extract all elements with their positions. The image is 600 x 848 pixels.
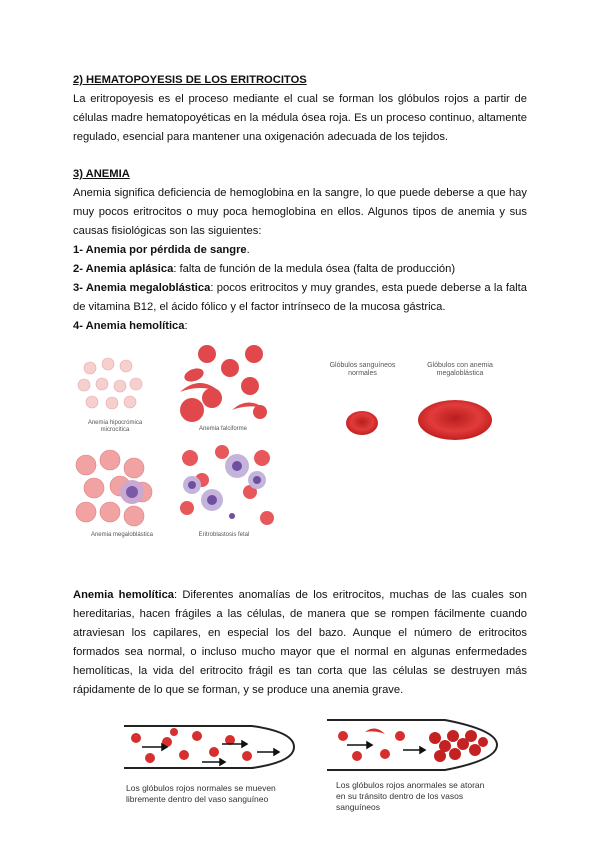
anemia-item-1: 1- Anemia por pérdida de sangre. [73, 244, 250, 256]
section2-heading: 2) HEMATOPOYESIS DE LOS ERITROCITOS [73, 74, 307, 86]
label-normal-cells: Glóbulos sanguíneos normales [329, 362, 396, 377]
caption-megaloblastica: Anemia megaloblástica [90, 532, 154, 538]
section2-text: La eritropoyesis es el proceso mediante el cual se forman los glóbulos rojos a partir de células madre hematopoyéticas en la médula ósea roja. Es un proceso continuo, altamente regulado, esencial para mantener una oxigenación adecuada de los tejidos. [73, 93, 527, 143]
hemolitica-paragraph: Anemia hemolítica: Diferentes anomalías de los eritrocitos, muchas de las cuales son hereditarias, hacen frágiles a las células, de manera que se rompen fácilmente cuando atraviesan los capilares, en especial los del bazo. Aunque el número de eritrocitos formados sea normal, o incluso mucho mayor que el normal en algunas enfermedades hemolíticas, la vida del eritrocito frágil es tan corta que las células se destruyen más rápidamente de lo que se forman, y se produce una anemia grave. [73, 589, 527, 696]
eritroblastosis-cells [180, 445, 274, 525]
falciforme-cells [180, 345, 267, 422]
normal-vessel-figure [122, 722, 297, 772]
caption-normal-vessel: Los glóbulos rojos normales se mueven libremente dentro del vaso sanguíneo [126, 783, 276, 804]
anemia-item-3: 3- Anemia megaloblástica: pocos eritrocitos y muy grandes, esta puede deberse a la falta de vitamina B12, el ácido fólico y el factor intrínseco de la mucosa gástrica. [73, 282, 527, 313]
section3-intro: Anemia significa deficiencia de hemoglobina en la sangre, lo que puede deberse a que hay muy pocos eritrocitos o muy poca hemoglobina en ellos. Algunos tipos de anemia y sus causas fisiológicas son las siguientes: [73, 187, 527, 237]
label-megaloblastic-cells: Glóbulos con anemia megaloblástica [427, 362, 493, 377]
section3-heading: 3) ANEMIA [73, 168, 130, 180]
cell-comparison-figure [330, 395, 510, 450]
caption-falciforme: Anemia falciforme [198, 426, 248, 432]
anemia-item-2: 2- Anemia aplásica: falta de función de la medula ósea (falta de producción) [73, 263, 456, 275]
anemia-item-4: 4- Anemia hemolítica: [73, 320, 188, 332]
caption-eritroblastosis: Eritroblastosis fetal [198, 532, 250, 538]
anemia-types-figure [72, 340, 282, 545]
caption-abnormal-vessel: Los glóbulos rojos anormales se atoran en su tránsito dentro de los vasos sanguíneos [336, 780, 485, 812]
caption-hipocromica: Anemia hipocrómica microcítica [87, 420, 143, 433]
megaloblastic-cell [418, 400, 492, 440]
megaloblastica-cells [76, 450, 152, 526]
hipocromica-cells [78, 358, 142, 409]
abnormal-vessel-figure [325, 716, 500, 774]
normal-cell [346, 411, 378, 435]
